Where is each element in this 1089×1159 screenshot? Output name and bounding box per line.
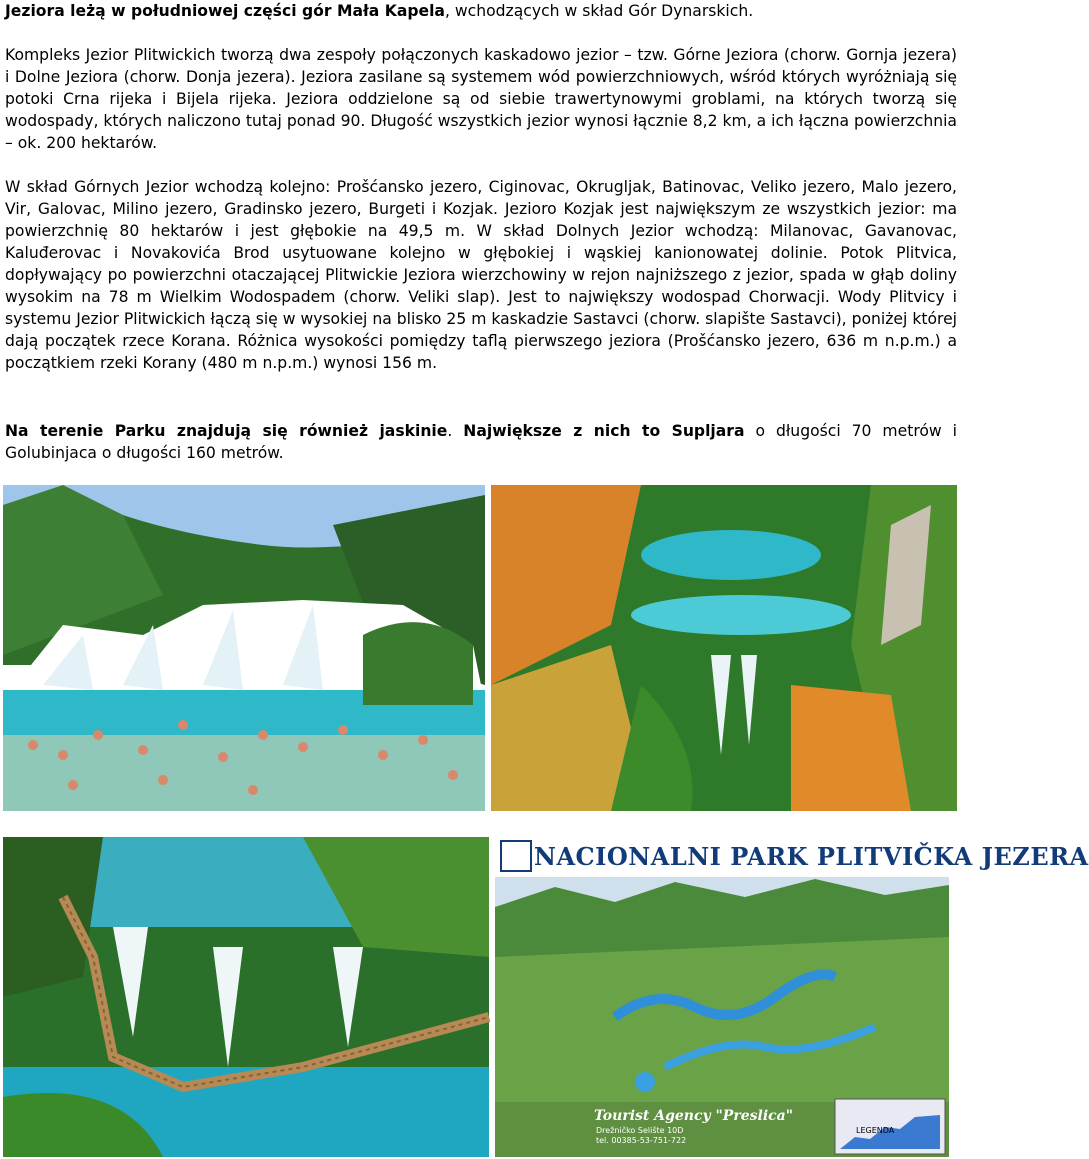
article: [5, 0, 957, 22]
caves-paragraph: [5, 420, 957, 464]
poster-title: NACIONALNI PARK PLITVIČKA JEZERA: [534, 842, 1089, 871]
intro-paragraph: [5, 0, 957, 22]
poster-legend: LEGENDA: [856, 1126, 895, 1135]
caves-mid: .: [447, 422, 464, 440]
paragraph-4: [5, 420, 957, 464]
upper-lower-lakes-paragraph: [5, 176, 957, 374]
intro-bold: Jeziora leżą w południowej części gór Mała Kapela: [5, 2, 445, 20]
caves-bold-1: Na terenie Parku znajdują się również jaskinie: [5, 422, 448, 440]
caves-bold-2: Największe z nich to Supljara: [463, 422, 745, 440]
paragraph-2: Kompleks Jezior Plitwickich tworzą dwa zespoły połączonych kaskadowo jezior – tzw. Górne Jeziora (chorw. Gornja jezera) i Dolne Jeziora (chorw. Donja jezera). Jeziora zasilane są systemem wód powierzchniowych, wśród których wyróżniają się potoki Crna rijeka i Bijela rijeka. Jeziora oddzielone są od siebie trawertynowymi groblami, na których tworzą się wodospady, których naliczono tutaj ponad 90. Długość wszystkich jezior wynosi łącznie 8,2 km, a ich łączna powierzchnia – ok. 200 hektarów.: [5, 46, 957, 152]
poster-agency: Tourist Agency "Preslica": [594, 1108, 794, 1124]
waterfall-swimmers-photo: [3, 485, 485, 811]
intro-rest: , wchodzących w skład Gór Dynarskich.: [444, 2, 754, 20]
lakes-description-paragraph: [5, 44, 957, 154]
paragraph-3: W skład Górnych Jezior wchodzą kolejno: Prošćansko jezero, Ciginovac, Okrugljak, Batinovac, Veliko jezero, Malo jezero, Vir, Galovac, Milino jezero, Gradinsko jezero, Burgeti i Kozjak. Jezioro Kozjak jest największym ze wszystkich jezior: ma powierzchnię 80 hektarów i jest głębokie na 49,5 m. W skład Dolnych Jezior wchodzą: Milanovac, Gavanovac, Kaluđerovac i Novakovića Brod usytuowane kolejno w głębokiej i wąskiej kanionowatej dolinie. Potok Plitvica, dopływający po powierzchni otaczającej Plitwickie Jeziora wierzchowiny w rejon najniższego z jezior, spada w głąb doliny wysokim na 78 m Wielkim Wodospadem (chorw. Veliki slap). Jest to największy wodospad Chorwacji. Wody Plitvicy i systemu Jezior Plitwickich łączą się w wysokiej na blisko 25 m kaskadzie Sastavci (chorw. slapište Sastavci), poniżej której dają początek rzece Korana. Różnica wysokości pomiędzy taflą pierwszego jeziora (Prošćansko jezero, 636 m n.p.m.) a początkiem rzeki Korany (480 m n.p.m.) wynosi 156 m.: [5, 178, 957, 372]
poster-address: Drežničko Selište 10D tel. 00385-53-751-722: [596, 1126, 687, 1145]
caves-rest: o długości 70 metrów i Golubinjaca o długości 160 metrów.: [5, 422, 957, 462]
lakes-autumn-photo: [491, 485, 957, 811]
boardwalk-waterfalls-photo: [3, 837, 489, 1157]
